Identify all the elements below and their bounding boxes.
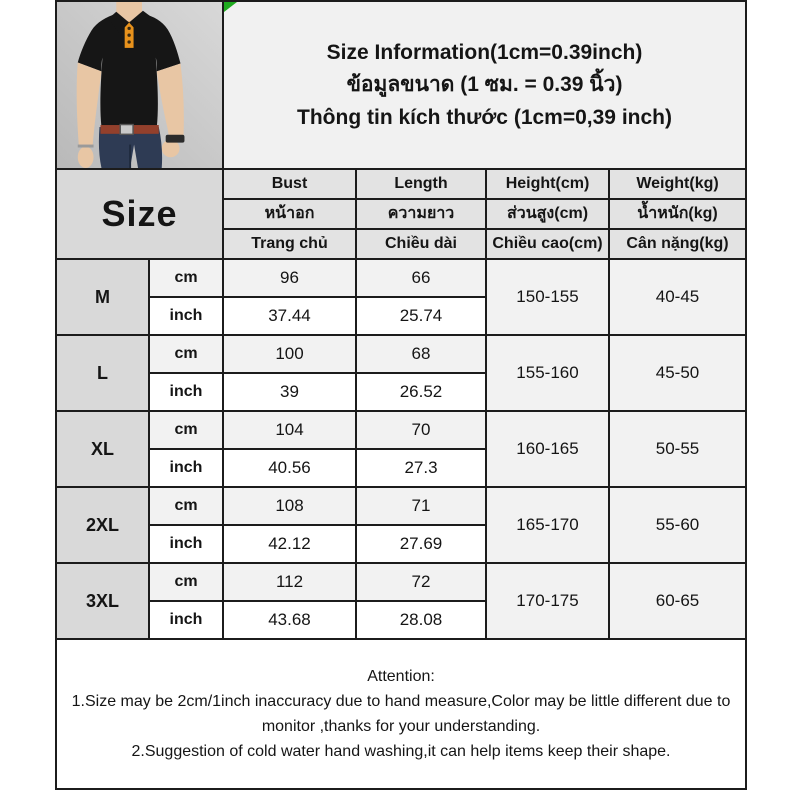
- header-length-en: Length: [356, 169, 486, 199]
- header-height-vi: Chiều cao(cm): [486, 229, 609, 259]
- row-2XL-bust-inch: 42.12: [223, 525, 356, 563]
- row-2XL-unit-cm: cm: [149, 487, 223, 525]
- row-2XL-size: 2XL: [56, 487, 149, 563]
- header-height-en: Height(cm): [486, 169, 609, 199]
- header-bust-en: Bust: [223, 169, 356, 199]
- row-L-unit-cm: cm: [149, 335, 223, 373]
- row-3XL-size: 3XL: [56, 563, 149, 639]
- title-block: [224, 41, 745, 128]
- row-3XL-unit-inch: inch: [149, 601, 223, 639]
- row-2XL-height-range: 165-170: [486, 487, 609, 563]
- row-2XL-length-cm: 71: [356, 487, 486, 525]
- row-XL-size: XL: [56, 411, 149, 487]
- row-L-bust-inch: 39: [223, 373, 356, 411]
- row-L-length-inch: 26.52: [356, 373, 486, 411]
- row-3XL-weight-range: 60-65: [609, 563, 746, 639]
- row-XL-unit-cm: cm: [149, 411, 223, 449]
- header-height-th: ส่วนสูง(cm): [486, 199, 609, 229]
- bracelet: [78, 145, 94, 148]
- header-bust-vi: Trang chủ: [223, 229, 356, 259]
- button: [127, 27, 130, 30]
- size-table: [55, 0, 747, 790]
- row-M-bust-inch: 37.44: [223, 297, 356, 335]
- row-2XL-bust-cm: 108: [223, 487, 356, 525]
- model-photo-cell: [56, 1, 223, 169]
- row-3XL-length-inch: 28.08: [356, 601, 486, 639]
- title-english: Size Information(1cm=0.39inch): [326, 41, 643, 65]
- button: [127, 40, 130, 43]
- row-XL-bust-cm: 104: [223, 411, 356, 449]
- row-3XL-bust-inch: 43.68: [223, 601, 356, 639]
- green-corner-marker: [224, 2, 237, 12]
- row-3XL-bust-cm: 112: [223, 563, 356, 601]
- row-XL-length-inch: 27.3: [356, 449, 486, 487]
- row-2XL-length-inch: 27.69: [356, 525, 486, 563]
- row-2XL-unit-inch: inch: [149, 525, 223, 563]
- row-L-height-range: 155-160: [486, 335, 609, 411]
- header-bust-th: หน้าอก: [223, 199, 356, 229]
- row-L-weight-range: 45-50: [609, 335, 746, 411]
- row-M-bust-cm: 96: [223, 259, 356, 297]
- header-length-vi: Chiều dài: [356, 229, 486, 259]
- title-vietnamese: Thông tin kích thước (1cm=0,39 inch): [297, 105, 672, 129]
- title-thai: ข้อมูลขนาด (1 ซม. = 0.39 นิ้ว): [346, 73, 623, 97]
- attention-line-2: 2.Suggestion of cold water hand washing,it can help items keep their shape.: [131, 743, 671, 760]
- row-M-height-range: 150-155: [486, 259, 609, 335]
- button: [127, 34, 130, 37]
- row-M-weight-range: 40-45: [609, 259, 746, 335]
- row-XL-length-cm: 70: [356, 411, 486, 449]
- row-L-length-cm: 68: [356, 335, 486, 373]
- row-3XL-length-cm: 72: [356, 563, 486, 601]
- belt-buckle: [120, 125, 133, 135]
- row-M-size: M: [56, 259, 149, 335]
- attention-note: [56, 639, 746, 789]
- title-cell: [223, 1, 746, 169]
- header-weight-th: น้ำหนัก(kg): [609, 199, 746, 229]
- attention-heading: Attention:: [367, 668, 435, 685]
- row-3XL-unit-cm: cm: [149, 563, 223, 601]
- row-L-bust-cm: 100: [223, 335, 356, 373]
- row-XL-weight-range: 50-55: [609, 411, 746, 487]
- header-weight-vi: Cân nặng(kg): [609, 229, 746, 259]
- left-hand: [78, 147, 94, 168]
- model-photo: [57, 2, 222, 168]
- header-weight-en: Weight(kg): [609, 169, 746, 199]
- row-XL-height-range: 160-165: [486, 411, 609, 487]
- size-chart-sheet: [55, 0, 745, 790]
- size-header: Size: [56, 169, 223, 259]
- row-XL-unit-inch: inch: [149, 449, 223, 487]
- row-M-unit-inch: inch: [149, 297, 223, 335]
- row-M-unit-cm: cm: [149, 259, 223, 297]
- row-L-unit-inch: inch: [149, 373, 223, 411]
- row-M-length-inch: 25.74: [356, 297, 486, 335]
- watch: [166, 135, 185, 143]
- header-length-th: ความยาว: [356, 199, 486, 229]
- row-M-length-cm: 66: [356, 259, 486, 297]
- row-2XL-weight-range: 55-60: [609, 487, 746, 563]
- row-XL-bust-inch: 40.56: [223, 449, 356, 487]
- attention-line-1: 1.Size may be 2cm/1inch inaccuracy due to hand measure,Color may be little different due to monitor ,thanks for your understanding.: [71, 693, 731, 735]
- row-L-size: L: [56, 335, 149, 411]
- row-3XL-height-range: 170-175: [486, 563, 609, 639]
